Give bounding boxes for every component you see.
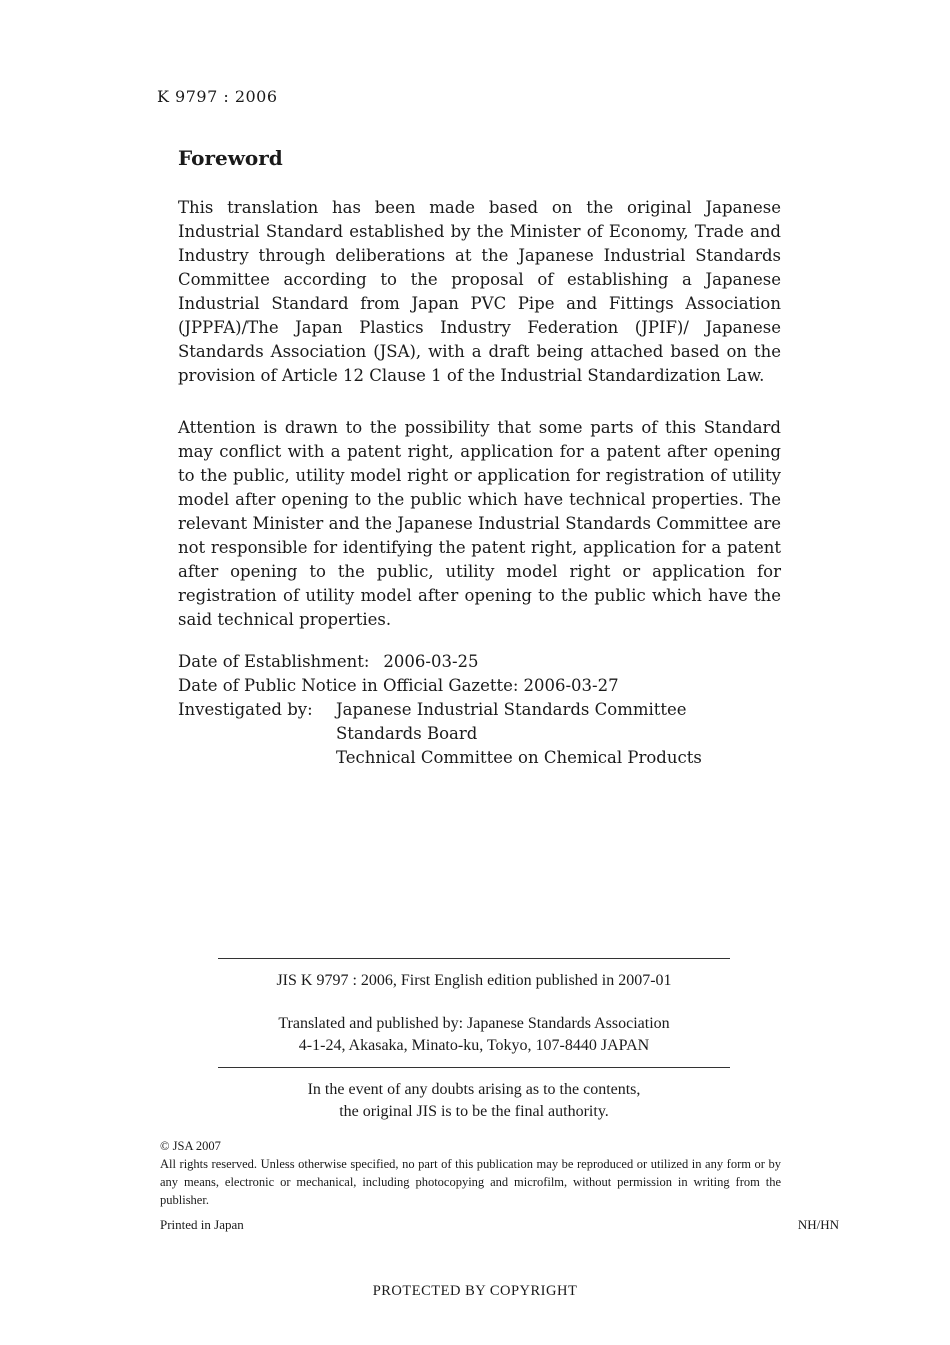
document-code: NH/HN: [797, 1217, 839, 1232]
gazette-value: 2006-03-27: [523, 676, 619, 695]
divider-bottom: [218, 1067, 730, 1068]
authority-note-line: the original JIS is to be the final authority.: [339, 1103, 609, 1120]
foreword-title: Foreword: [178, 146, 283, 170]
divider-top: [218, 958, 730, 959]
investigated-by-list: [336, 698, 702, 770]
copyright-notice: © JSA 2007: [160, 1139, 221, 1153]
establishment-label: Date of Establishment:: [178, 652, 370, 671]
foreword-paragraph-1: This translation has been made based on the original Japanese Industrial Standard established by the Minister of Economy, Trade and Industry through deliberations at the Japanese Industrial Standards Committee according to the proposal of establishing a Japanese Industrial Standard from Japan PVC Pipe and Fittings Association (JPPFA)/The Japan Plastics Industry Federation (JPIF)/ Japanese Standards Association (JSA), with a draft being attached based on the provision of Article 12 Clause 1 of the Industrial Standardization Law.: [178, 198, 781, 385]
printed-in: Printed in Japan: [160, 1217, 244, 1232]
publisher-block: [218, 1013, 730, 1057]
publisher-address: 4-1-24, Akasaka, Minato-ku, Tokyo, 107-8440 JAPAN: [298, 1037, 650, 1054]
rights-statement: All rights reserved. Unless otherwise specified, no part of this publication may be reproduced or utilized in any form or by any means, electronic or mechanical, including photocopying and microfilm, without permission in writing from the publisher.: [160, 1157, 781, 1207]
gazette-label: Date of Public Notice in Official Gazette:: [178, 676, 519, 695]
edition-line: JIS K 9797 : 2006, First English edition published in 2007-01: [276, 972, 672, 989]
standard-number: K 9797 : 2006: [157, 87, 278, 106]
date-of-public-notice: [178, 674, 619, 698]
investigated-by-item: Standards Board: [336, 724, 478, 743]
publisher-line: Translated and published by: Japanese Standards Association: [278, 1015, 670, 1032]
investigated-label: Investigated by:: [178, 700, 313, 719]
authority-note-line: In the event of any doubts arising as to the contents,: [307, 1081, 641, 1098]
establishment-value: 2006-03-25: [383, 652, 479, 671]
investigated-by-item: Japanese Industrial Standards Committee: [336, 700, 687, 719]
foreword-paragraph-2: Attention is drawn to the possibility that some parts of this Standard may conflict with a patent right, application for a patent after opening to the public, utility model right or application for registration of utility model after opening to the public which have technical properties. The relevant Minister and the Japanese Industrial Standards Committee are not responsible for identifying the patent right, application for a patent after opening to the public, utility model right or application for registration of utility model after opening to the public which have the said technical properties.: [178, 418, 781, 629]
authority-note: [218, 1079, 730, 1123]
investigated-by-item: Technical Committee on Chemical Products: [336, 748, 702, 767]
date-of-establishment: [178, 650, 479, 674]
protected-by-copyright: PROTECTED BY COPYRIGHT: [372, 1283, 578, 1299]
